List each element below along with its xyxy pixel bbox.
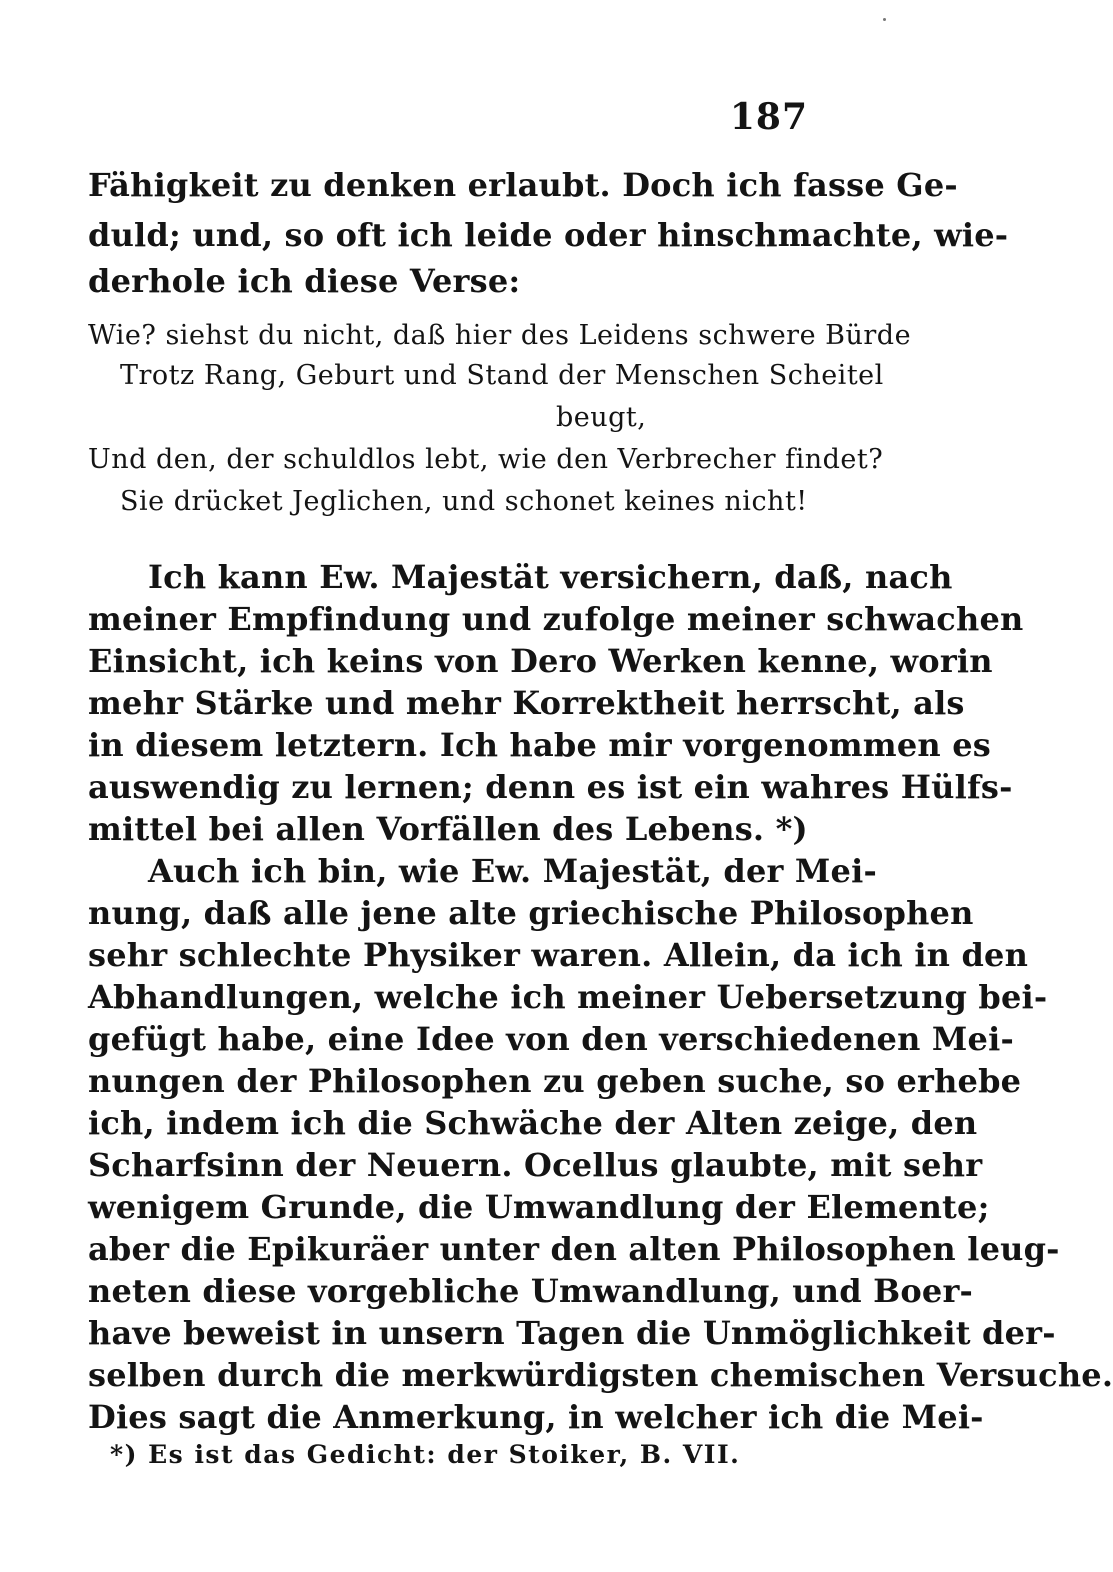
paragraph-line: in diesem letztern. Ich habe mir vorgenommen es xyxy=(88,726,991,764)
speck-mark xyxy=(883,18,886,21)
paragraph-line: Auch ich bin, wie Ew. Majestät, der Mei- xyxy=(148,852,877,890)
paragraph-line: have beweist in unsern Tagen die Unmöglichkeit der- xyxy=(88,1314,1056,1352)
paragraph-line: Ich kann Ew. Majestät versichern, daß, nach xyxy=(148,558,953,596)
text-line: duld; und, so oft ich leide oder hinschmachte, wie- xyxy=(88,216,1009,254)
verse-line: Trotz Rang, Geburt und Stand der Menschen Scheitel xyxy=(120,360,884,391)
paragraph-line: Einsicht, ich keins von Dero Werken kenne, worin xyxy=(88,642,993,680)
footnote: *) Es ist das Gedicht: der Stoiker, B. VII. xyxy=(110,1440,741,1469)
paragraph-line: sehr schlechte Physiker waren. Allein, da ich in den xyxy=(88,936,1029,974)
paragraph-line: Scharfsinn der Neuern. Ocellus glaubte, mit sehr xyxy=(88,1146,983,1184)
paragraph-line: selben durch die merkwürdigsten chemischen Versuche. xyxy=(88,1356,1113,1394)
paragraph-line: aber die Epikuräer unter den alten Philosophen leug- xyxy=(88,1230,1060,1268)
paragraph-line: mehr Stärke und mehr Korrektheit herrscht, als xyxy=(88,684,965,722)
paragraph-line: meiner Empfindung und zufolge meiner schwachen xyxy=(88,600,1024,638)
paragraph-line: ich, indem ich die Schwäche der Alten zeige, den xyxy=(88,1104,978,1142)
paragraph-line: Dies sagt die Anmerkung, in welcher ich die Mei- xyxy=(88,1398,984,1436)
page-number: 187 xyxy=(729,96,808,138)
verse-line: Sie drücket Jeglichen, und schonet keines nicht! xyxy=(120,486,808,517)
verse-line: beugt, xyxy=(556,402,647,433)
paragraph-line: wenigem Grunde, die Umwandlung der Elemente; xyxy=(88,1188,990,1226)
verse-line: Und den, der schuldlos lebt, wie den Verbrecher findet? xyxy=(88,444,884,475)
text-line: Fähigkeit zu denken erlaubt. Doch ich fasse Ge- xyxy=(88,166,958,204)
paragraph-line: mittel bei allen Vorfällen des Lebens. *) xyxy=(88,810,808,848)
paragraph-line: gefügt habe, eine Idee von den verschiedenen Mei- xyxy=(88,1020,1014,1058)
paragraph-line: nungen der Philosophen zu geben suche, so erhebe xyxy=(88,1062,1022,1100)
paragraph-line: Abhandlungen, welche ich meiner Uebersetzung bei- xyxy=(88,978,1048,1016)
verse-line: Wie? siehst du nicht, daß hier des Leidens schwere Bürde xyxy=(88,320,912,351)
paragraph-line: auswendig zu lernen; denn es ist ein wahres Hülfs- xyxy=(88,768,1013,806)
text-line: derhole ich diese Verse: xyxy=(88,262,521,300)
paragraph-line: nung, daß alle jene alte griechische Philosophen xyxy=(88,894,974,932)
paragraph-line: neten diese vorgebliche Umwandlung, und Boer- xyxy=(88,1272,974,1310)
